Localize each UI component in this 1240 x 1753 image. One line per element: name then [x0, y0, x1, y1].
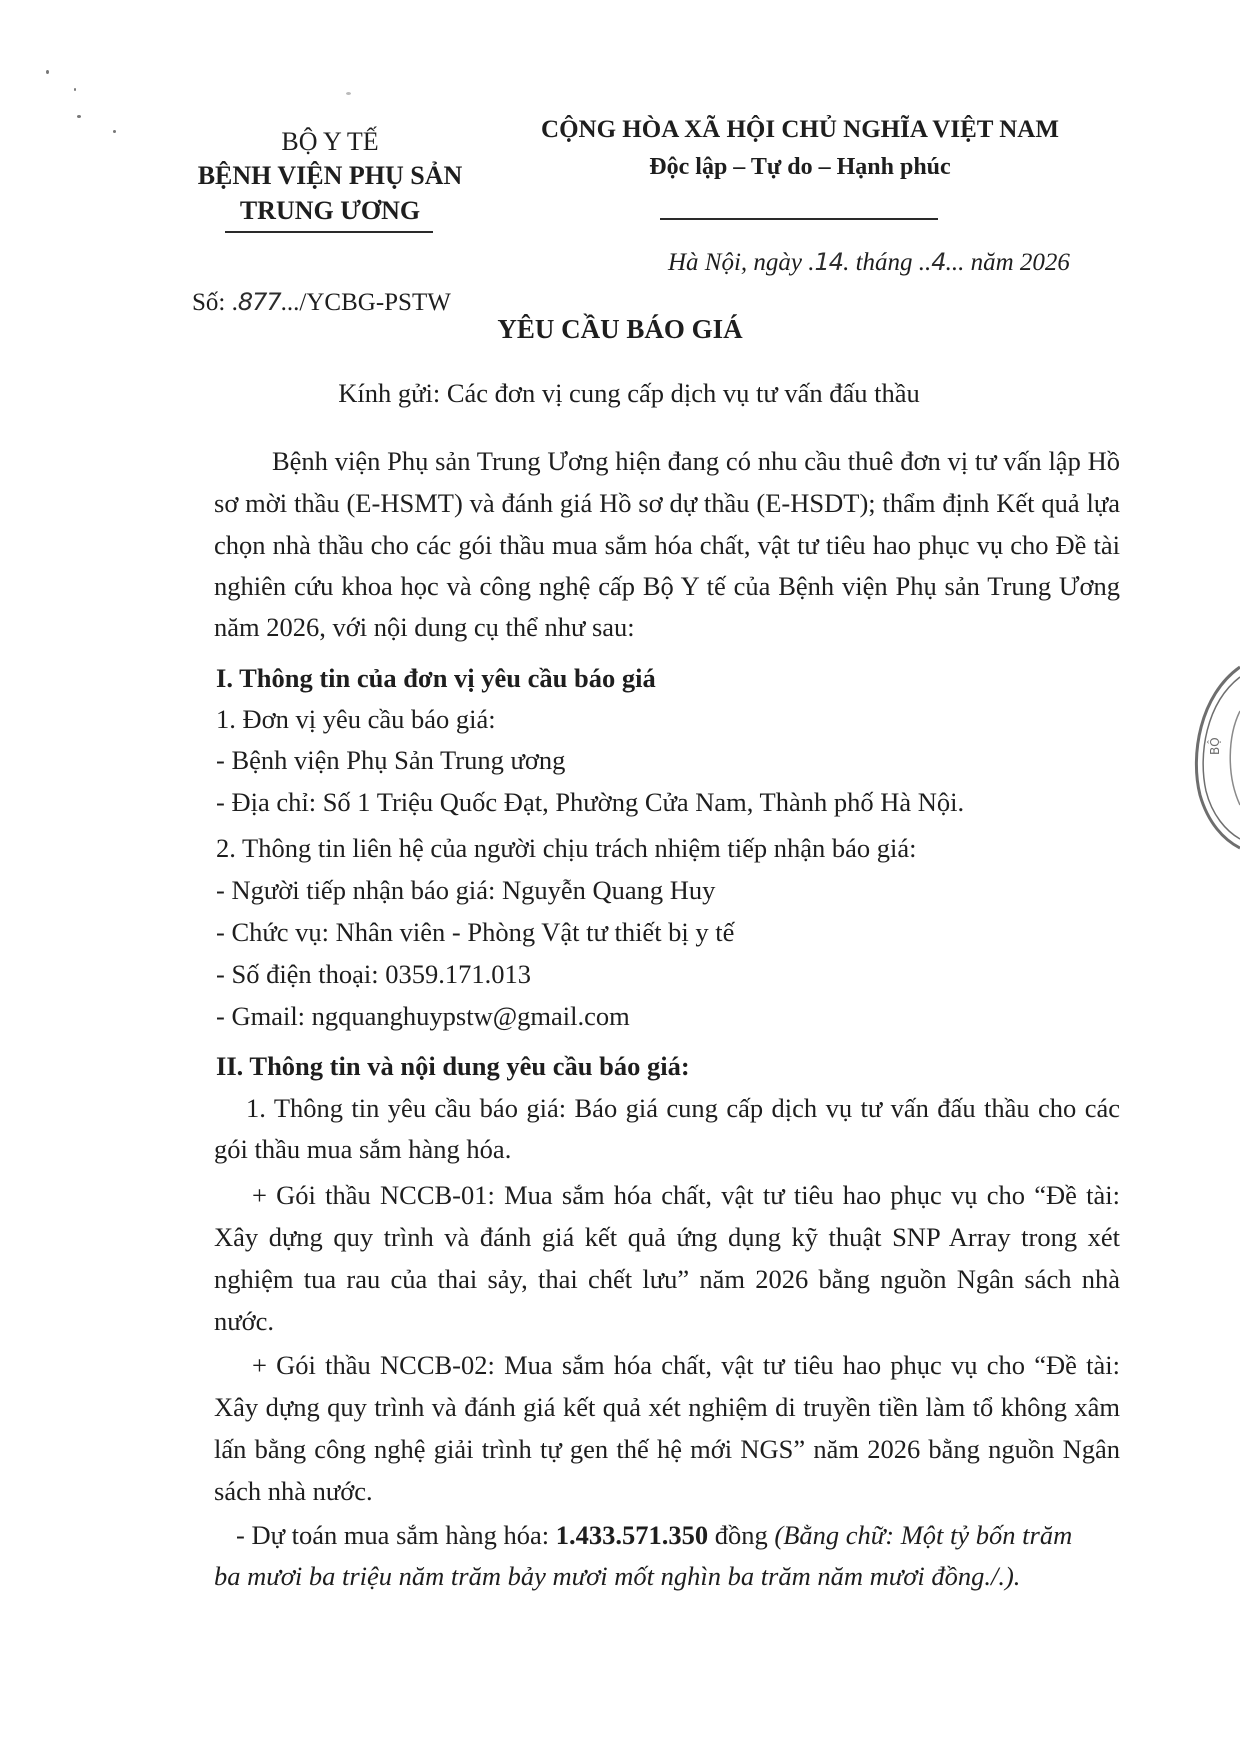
- section-1-item-2: 2. Thông tin liên hệ của người chịu trách nhiệm tiếp nhận báo giá:: [216, 833, 917, 863]
- intro-line: năm 2026, với nội dung cụ thể như sau:: [214, 612, 635, 642]
- budget-amount: 1.433.571.350: [555, 1520, 709, 1550]
- package-1-line: + Gói thầu NCCB-01: Mua sắm hóa chất, vật tư tiêu hao phục vụ cho “Đề tài:: [252, 1180, 1120, 1210]
- package-2-line: Xây dựng quy trình và đánh giá kết quả xét nghiệm di truyền tiền làm tổ không xâm: [214, 1392, 1120, 1422]
- intro-line: sơ mời thầu (E-HSMT) và đánh giá Hồ sơ dự thầu (E-HSDT); thẩm định Kết quả lựa: [214, 488, 1120, 518]
- package-1-line: Xây dựng quy trình và đánh giá kết quả ứng dụng kỹ thuật SNP Array trong xét: [214, 1222, 1120, 1252]
- header-left-underline: [225, 231, 433, 233]
- package-2-line: lấn bằng công nghệ giải trình tự gen thế hệ mới NGS” năm 2026 bằng nguồn Ngân: [214, 1434, 1120, 1464]
- stamp-seal-icon: [1190, 655, 1240, 855]
- intro-line: nghiên cứu khoa học và công nghệ cấp Bộ Y tế của Bệnh viện Phụ sản Trung Ương: [214, 571, 1120, 601]
- package-2-line: sách nhà nước.: [214, 1476, 373, 1506]
- date-month-handwritten: 4: [931, 248, 946, 276]
- date-year: ... năm 2026: [945, 249, 1070, 276]
- unit-name: - Bệnh viện Phụ Sản Trung ương: [216, 745, 566, 775]
- package-1-line: nghiệm tua rau của thai sảy, thai chết lưu” năm 2026 bằng nguồn Ngân sách nhà: [214, 1264, 1120, 1294]
- receiver-email: - Gmail: ngquanghuypstw@gmail.com: [216, 1001, 630, 1031]
- receiver-name: - Người tiếp nhận báo giá: Nguyễn Quang Huy: [216, 875, 716, 905]
- receiver-phone: - Số điện thoại: 0359.171.013: [216, 959, 532, 989]
- section-2-heading: II. Thông tin và nội dung yêu cầu báo giá:: [216, 1051, 690, 1081]
- stamp-text: BỘ: [1208, 737, 1222, 755]
- document-number-suffix: .../YCBG-PSTW: [280, 289, 451, 316]
- budget-currency: đồng: [708, 1520, 775, 1550]
- intro-line: Bệnh viện Phụ sản Trung Ương hiện đang có nhu cầu thuê đơn vị tư vấn lập Hồ: [272, 446, 1120, 476]
- scan-speck: [77, 115, 81, 118]
- official-stamp: [1190, 655, 1240, 855]
- document-number-prefix: Số: .: [192, 289, 238, 316]
- budget-words-2: ba mươi ba triệu năm trăm bảy mươi mốt nghìn ba trăm năm mươi đồng./.).: [214, 1561, 1021, 1591]
- date-month-label: . tháng ..: [843, 249, 932, 276]
- section-1-heading: I. Thông tin của đơn vị yêu cầu báo giá: [216, 663, 656, 693]
- date-place: Hà Nội, ngày .: [668, 249, 815, 276]
- budget-line: [236, 1520, 1120, 1550]
- hospital-name-line2: TRUNG ƯƠNG: [239, 196, 421, 225]
- hospital-name: BỆNH VIỆN PHỤ SẢN: [197, 161, 463, 190]
- document-number: [192, 288, 451, 317]
- nation-title: CỘNG HÒA XÃ HỘI CHỦ NGHĨA VIỆT NAM: [541, 116, 1059, 143]
- budget-words-1: (Bằng chữ: Một tỷ bốn trăm: [774, 1520, 1073, 1550]
- unit-address: - Địa chỉ: Số 1 Triệu Quốc Đạt, Phường Cửa Nam, Thành phố Hà Nội.: [216, 787, 965, 817]
- national-motto: Độc lập – Tự do – Hạnh phúc: [649, 154, 951, 180]
- document-number-handwritten: 877: [237, 288, 281, 316]
- document-title: YÊU CẦU BÁO GIÁ: [497, 314, 743, 344]
- scan-speck: [46, 70, 49, 74]
- package-1-line: nước.: [214, 1306, 275, 1336]
- receiver-position: - Chức vụ: Nhân viên - Phòng Vật tư thiết bị y tế: [216, 917, 735, 947]
- scan-speck: [346, 92, 351, 95]
- scan-speck: [74, 88, 76, 91]
- header-right-underline: [660, 218, 938, 220]
- section-2-item-1-line: 1. Thông tin yêu cầu báo giá: Báo giá cung cấp dịch vụ tư vấn đấu thầu cho các: [246, 1093, 1120, 1123]
- intro-line: chọn nhà thầu cho các gói thầu mua sắm hóa chất, vật tư tiêu hao phục vụ cho Đề tài: [214, 530, 1120, 560]
- section-1-item-1: 1. Đơn vị yêu cầu báo giá:: [216, 704, 496, 734]
- ministry-name: BỘ Y TẾ: [281, 127, 379, 156]
- date-day-handwritten: 14: [814, 248, 844, 276]
- date-line: [668, 248, 1070, 277]
- scan-speck: [113, 130, 116, 133]
- section-2-item-1-line: gói thầu mua sắm hàng hóa.: [214, 1134, 512, 1164]
- recipient-line: Kính gửi: Các đơn vị cung cấp dịch vụ tư vấn đấu thầu: [338, 378, 920, 408]
- budget-label: - Dự toán mua sắm hàng hóa:: [236, 1520, 556, 1550]
- package-2-line: + Gói thầu NCCB-02: Mua sắm hóa chất, vật tư tiêu hao phục vụ cho “Đề tài:: [252, 1350, 1120, 1380]
